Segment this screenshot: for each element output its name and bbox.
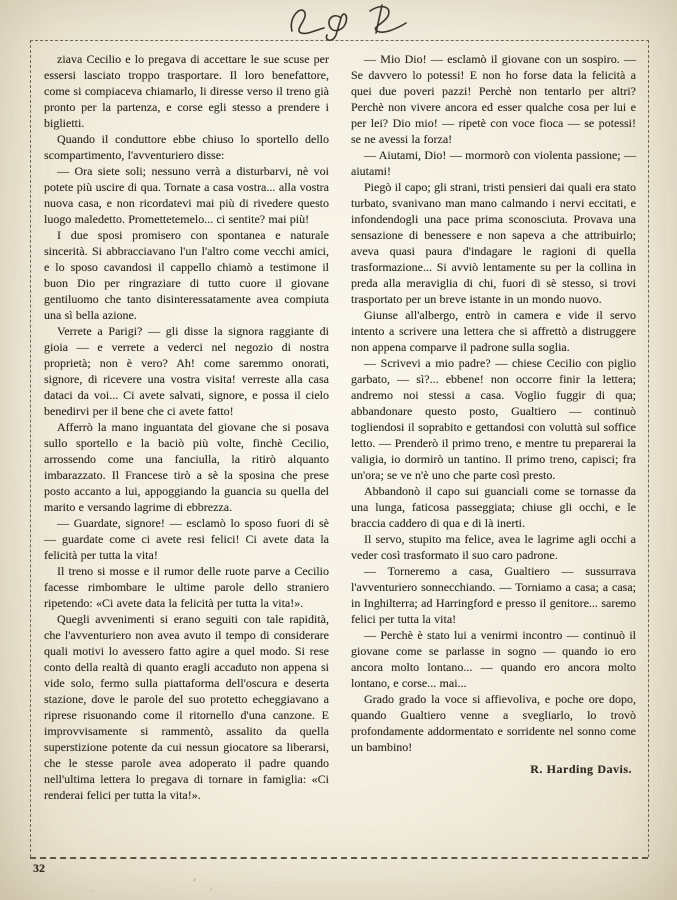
paragraph: — Torneremo a casa, Gualtiero — sussurrava l'avventuriero sonnecchiando. — Torniamo a casa; a casa; in Inghilterra; ad Harringford e presso il genitore... saremo felici per tutta la vita!: [351, 564, 636, 626]
text-columns: [44, 51, 636, 803]
bottom-rule: [30, 857, 648, 859]
paragraph: Il servo, stupito ma felice, avea le lagrime agli occhi a veder così trasformato il suo caro padrone.: [351, 532, 636, 562]
scan-mark-icon: ʹ: [191, 876, 197, 888]
paragraph: — Perchè è stato lui a venirmi incontro — continuò il giovane come se parlasse in sogno — quando io ero ancora molto lontano... — quando ero ancora molto lontano, e corse... mai...: [351, 628, 636, 690]
paragraph: Il treno si mosse e il rumor delle ruote parve a Cecilio facesse rimbombare le ultime parole dello straniero ripetendo: «Ci avete data la felicità per tutta la vita!».: [44, 564, 329, 610]
paragraph: Giunse all'albergo, entrò in camera e vide il servo intento a scrivere una lettera che si affrettò a distruggere non appena comparve il padrone sulla soglia.: [351, 308, 636, 354]
left-column: [44, 51, 329, 803]
paragraph: Abbandonò il capo sui guanciali come se tornasse da una lunga, faticosa passeggiata; chiuse gli occhi, e le braccia caddero di qua e di là inerti.: [351, 484, 636, 530]
author-signature: R. Harding Davis.: [530, 762, 632, 776]
paragraph: — Guardate, signore! — esclamò lo sposo fuori di sè — guardate come ci avete resi felici! Ci avete data la felicità per tutta la vita!: [44, 516, 329, 562]
paragraph: — Mio Dio! — esclamò il giovane con un sospiro. — Se davvero lo potessi! E non ho forse data la felicità a quei due poveri pazzi! Perchè non tentarlo per altri? Perchè non vivere ancora ed esser qualche cosa per lui e per lei? Dio mio! — ripetè con voce fioca — se potessi! se ne avessi la forza!: [351, 52, 636, 146]
paragraph: Piegò il capo; gli strani, tristi pensieri dai quali era stato turbato, svanivano man mano calmando i nervi eccitati, e infondendogli una pace prima sconosciuta. Provava una sensazione di benessere e non sapeva a che attribuirlo; aveva quasi paura d'indagare le ragioni di quella trasformazione... Si avviò lentamente su per la collina in preda alla meraviglia di chi, fuori di sè stesso, si trovi trasportato per un breve istante in un mondo nuovo.: [351, 180, 636, 306]
scan-mark-icon: ˏ: [208, 879, 213, 891]
paragraph: — Ora siete soli; nessuno verrà a disturbarvi, nè voi potete più uscire di qua. Tornate a casa vostra... alla vostra nuova casa, e non ricordatevi mai più di rivedere questo luogo maledetto. Promettetemelo... ci sentite? mai più!: [44, 164, 329, 226]
flourish-icon: [278, 1, 418, 41]
paragraph: ziava Cecilio e lo pregava di accettare le sue scuse per essersi lasciato troppo trasportare. Il loro benefattore, come si compiaceva chiamarlo, li diresse verso il treno già pronto per la partenza, e corse egli stesso a prendere i biglietti.: [44, 52, 329, 130]
paragraph: Grado grado la voce si affievoliva, e poche ore dopo, quando Gualtiero venne a svegliarlo, lo trovò profondamente addormentato e sorridente nel sonno come un bambino!: [351, 692, 636, 754]
paragraph: Quando il conduttore ebbe chiuso lo sportello dello scompartimento, l'avventuriero disse:: [44, 132, 329, 162]
paragraph: — Aiutami, Dio! — mormorò con violenta passione; — aiutami!: [351, 148, 636, 178]
right-column: [351, 51, 636, 803]
page-number: 32: [33, 861, 45, 875]
paragraph: Afferrò la mano inguantata del giovane che si posava sullo sportello e la baciò più volte, finchè Cecilio, arrossendo come una fanciulla, la ritirò alquanto imbarazzato. Il Francese tirò a sè la sposina che prese posto accanto a lui, appoggiando la guancia su quella del marito e versando lagrime di ebbrezza.: [44, 420, 329, 514]
paragraph: Quegli avvenimenti si erano seguiti con tale rapidità, che l'avventuriero non avea avuto il tempo di considerare quali motivi lo avessero fatto agire a quel modo. Si rese conto della realtà di quanto eragli accaduto non appena si vide solo, fermo sulla piattaforma dell'oscura e deserta stazione, dove le parole del suo protetto echeggiavano a riprese risuonando come il ritornello d'una canzone. E improvvisamente si rammentò, assalito da quella superstizione potente da cui nessun giocatore sa liberarsi, che le stesse parole avea adoperato il padre quando nell'ultima lettera lo pregava di tornare in famiglia: «Ci renderai felici per tutta la vita!».: [44, 612, 329, 802]
scan-mark-icon: ·: [90, 889, 92, 895]
paragraph: Verrete a Parigi? — gli disse la signora raggiante di gioia — e verrete a vederci nel negozio di nostra proprietà; non è vero? Ah! come saremmo onorati, signore, di ricevere una vostra visita! verreste alla casa dataci da voi... Ci avete salvati, signore, e possa il cielo benedirvi per il bene che ci avete fatto!: [44, 324, 329, 418]
paragraph: — Scrivevi a mio padre? — chiese Cecilio con piglio garbato, — sì?... ebbene! non occorre finir la lettera; andremo noi stessi a casa. Voglio fuggir di qua; abbandonare questo posto, Gualtiero — continuò togliendosi il soprabito e gettandosi con voluttà sul soffice letto. — Prenderò il primo treno, e mentre tu preparerai la valigia, io dormirò un tantino. Il primo treno, capisci; fra un'ora; se ve n'è uno che parte così presto.: [351, 356, 636, 482]
paragraph: I due sposi promisero con spontanea e naturale sincerità. Si abbracciavano l'un l'altro come vecchi amici, e lo sposo cavandosi il cappello chiamò a testimone il buon Dio per ringraziare di tutto cuore il giovane gentiluomo che tanto disinteressatamente avea compiuta una sì bella azione.: [44, 228, 329, 322]
